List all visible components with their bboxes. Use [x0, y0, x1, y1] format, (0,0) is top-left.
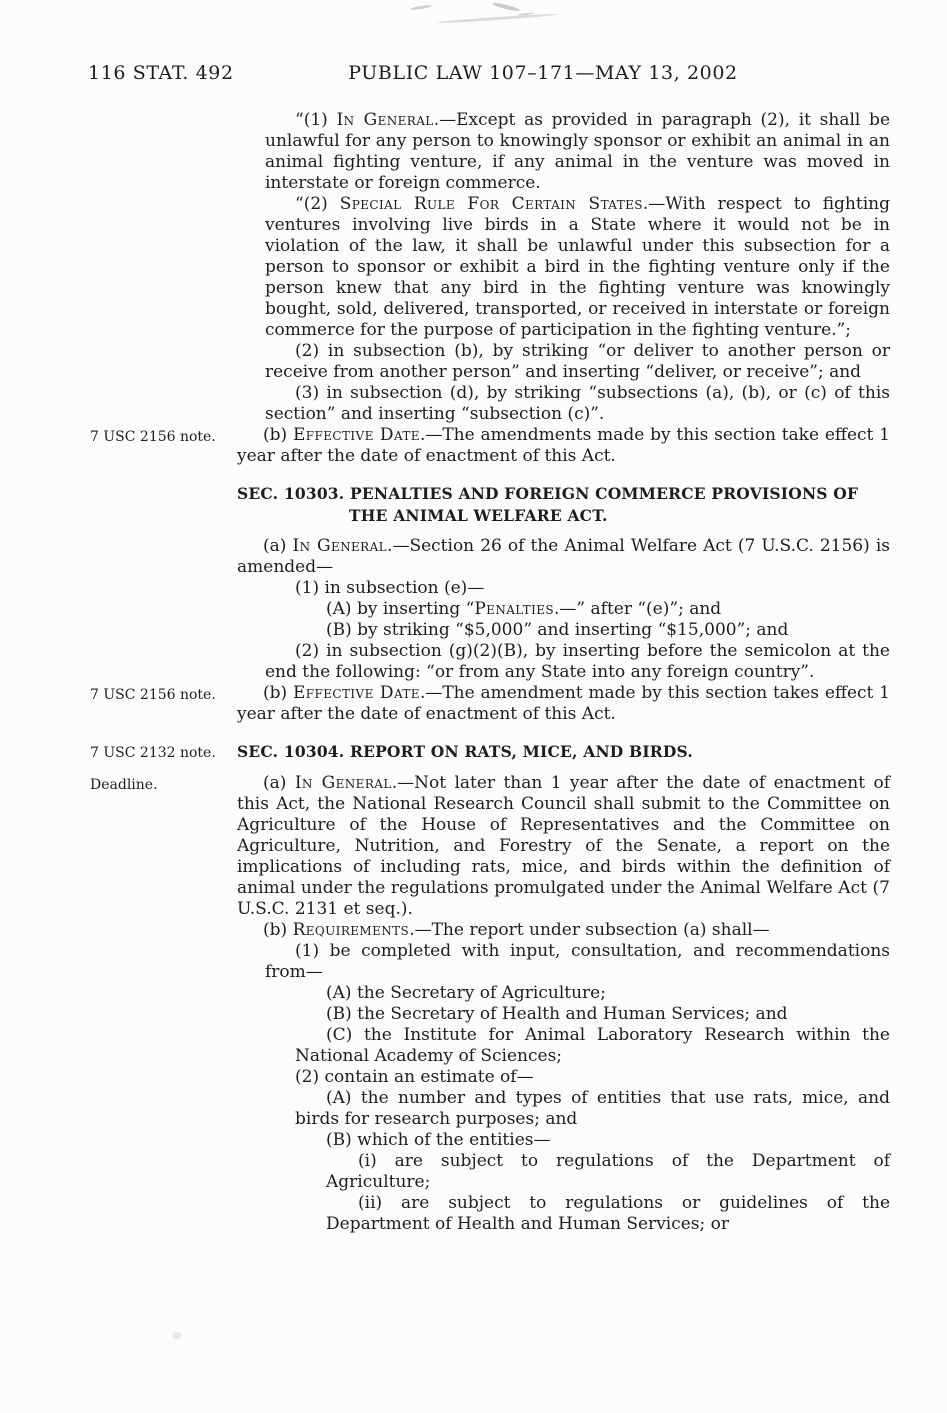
margin-note: Deadline. [90, 777, 158, 793]
text-run: (1) be completed with input, consultation, and recommendations from— [265, 941, 890, 982]
margin-note: 7 USC 2156 note. [90, 429, 216, 445]
statute-row [0, 1088, 890, 1130]
statute-row [0, 341, 890, 383]
scan-artifact [492, 2, 520, 13]
small-caps-term: Effective Date [292, 683, 420, 703]
margin-note [0, 1088, 237, 1130]
statute-paragraph [295, 1025, 890, 1067]
statute-paragraph [326, 1193, 890, 1235]
text-run: .—Except as provided in paragraph (2), it shall be unlawful for any person to knowingly sponsor or exhibit an animal in an animal fighting venture, if any animal in the venture was moved in interstate or foreign commerce. [265, 110, 891, 193]
margin-note [0, 483, 237, 527]
margin-note [0, 1067, 237, 1088]
statute-row [0, 483, 890, 527]
statute-paragraph [265, 1067, 890, 1088]
text-run: (C) the Institute for Animal Laboratory Research within the National Academy of Sciences; [295, 1025, 890, 1066]
text-run: (b) [263, 425, 293, 445]
section-heading [237, 741, 890, 764]
small-caps-term: Penalties [474, 599, 555, 619]
margin-note [0, 1130, 237, 1151]
margin-note [0, 194, 237, 341]
text-run: “(1) [295, 110, 337, 130]
small-caps-term: Special Rule For Certain States [339, 194, 643, 214]
statute-paragraph [265, 383, 890, 425]
page-header [0, 62, 947, 88]
statute-row [0, 1004, 890, 1025]
margin-note [0, 383, 237, 425]
statute-paragraph [265, 578, 890, 599]
statute-row [0, 741, 890, 764]
statute-row [0, 1193, 890, 1235]
statute-paragraph [265, 941, 890, 983]
statute-row [0, 1067, 890, 1088]
text-run: (A) the number and types of entities that use rats, mice, and birds for research purposes; and [295, 1088, 890, 1129]
statute-body [0, 110, 890, 1235]
statute-paragraph [237, 425, 890, 467]
stat-page-number: 116 STAT. 492 [88, 62, 234, 84]
statute-row [0, 1151, 890, 1193]
text-run: (ii) are subject to regulations or guidelines of the Department of Health and Human Services; or [326, 1193, 890, 1234]
text-run: (i) are subject to regulations of the Department of Agriculture; [326, 1151, 890, 1192]
text-run: .—” after “(e)”; and [554, 599, 722, 619]
text-run: .—The amendment made by this section takes effect 1 year after the date of enactment of this Act. [237, 683, 890, 724]
margin-note [0, 341, 237, 383]
margin-note [0, 1025, 237, 1067]
margin-note [0, 920, 237, 941]
margin-note: 7 USC 2156 note. [90, 687, 216, 703]
statute-row [0, 941, 890, 983]
statute-row [0, 683, 890, 725]
statute-paragraph [295, 1004, 890, 1025]
section-heading [237, 483, 890, 527]
statute-row [0, 425, 890, 467]
text-run: .—The amendments made by this section take effect 1 year after the date of enactment of this Act. [237, 425, 890, 466]
margin-note [0, 578, 237, 599]
text-run: (2) in subsection (g)(2)(B), by inserting before the semicolon at the end the following: “or from any State into any foreign country”. [265, 641, 890, 682]
text-run: (B) the Secretary of Health and Human Services; and [326, 1004, 788, 1024]
statute-row [0, 599, 890, 620]
margin-note [0, 620, 237, 641]
margin-note [0, 1193, 237, 1235]
text-run: (1) in subsection (e)— [295, 578, 485, 598]
statute-paragraph [295, 983, 890, 1004]
scan-artifact [172, 1332, 182, 1339]
statute-row [0, 620, 890, 641]
margin-note [0, 941, 237, 983]
statute-row [0, 536, 890, 578]
statute-row [0, 641, 890, 683]
small-caps-term: Effective Date [292, 425, 420, 445]
text-run: (a) [263, 536, 293, 556]
text-run: (b) [263, 920, 293, 940]
statute-paragraph [237, 683, 890, 725]
statute-paragraph [295, 599, 890, 620]
text-run: (b) [263, 683, 293, 703]
statute-paragraph [265, 110, 890, 194]
small-caps-term: In General [292, 536, 388, 556]
text-run: (A) the Secretary of Agriculture; [326, 983, 606, 1003]
statute-row [0, 983, 890, 1004]
text-run: (2) in subsection (b), by striking “or deliver to another person or receive from another person” and inserting “deliver, or receive”; and [265, 341, 890, 382]
text-run: .—The report under subsection (a) shall— [409, 920, 770, 940]
scan-artifact [410, 4, 432, 10]
statute-row [0, 1130, 890, 1151]
statute-row [0, 920, 890, 941]
statute-row [0, 110, 890, 194]
text-run: (2) contain an estimate of— [295, 1067, 534, 1087]
text-run: .—Not later than 1 year after the date of enactment of this Act, the National Research Council shall submit to the Committee on Agriculture of the House of Representatives and the Committee on Agriculture, Nutrition, and Forestry of the Senate, a report on the implications of including rats, mice, and birds within the definition of animal under the regulations promulgated under the Animal Welfare Act (7 U.S.C. 2131 et seq.). [237, 773, 890, 919]
statute-row [0, 194, 890, 341]
margin-note: 7 USC 2132 note. [90, 745, 216, 761]
statute-row [0, 773, 890, 920]
statute-paragraph [265, 341, 890, 383]
text-run: (3) in subsection (d), by striking “subsections (a), (b), or (c) of this section” and inserting “subsection (c)”. [265, 383, 890, 424]
text-run: (A) by inserting “ [326, 599, 475, 619]
statute-paragraph [265, 194, 890, 341]
text-run: SEC. 10304. REPORT ON RATS, MICE, AND BIRDS. [237, 742, 693, 761]
margin-note [0, 536, 237, 578]
statute-row [0, 383, 890, 425]
text-run: (B) which of the entities— [326, 1130, 551, 1150]
small-caps-term: Requirements [292, 920, 410, 940]
small-caps-term: In General [336, 110, 434, 130]
statute-paragraph [326, 1151, 890, 1193]
statute-paragraph [237, 536, 890, 578]
margin-note [0, 983, 237, 1004]
scan-artifact [437, 13, 557, 24]
margin-note [0, 641, 237, 683]
margin-note [0, 599, 237, 620]
statute-row [0, 1025, 890, 1067]
text-run: .—Section 26 of the Animal Welfare Act (7 U.S.C. 2156) is amended— [237, 536, 890, 577]
margin-note [0, 1004, 237, 1025]
small-caps-term: In General [294, 773, 392, 793]
text-run: “(2) [295, 194, 340, 214]
statute-paragraph [237, 773, 890, 920]
margin-note [0, 1151, 237, 1193]
statute-paragraph [295, 1088, 890, 1130]
statute-paragraph [295, 620, 890, 641]
statute-row [0, 578, 890, 599]
law-title: PUBLIC LAW 107–171—MAY 13, 2002 [348, 62, 738, 84]
statute-paragraph [295, 1130, 890, 1151]
text-run: SEC. 10303. PENALTIES AND FOREIGN COMMERCE PROVISIONS OF THE ANIMAL WELFARE ACT. [237, 484, 859, 525]
text-run: (B) by striking “$5,000” and inserting “$15,000”; and [326, 620, 789, 640]
text-run: .—With respect to fighting ventures involving live birds in a State where it would not be in violation of the law, it shall be unlawful under this subsection for a person to sponsor or exhibit a bird in the fighting venture only if the person knew that any bird in the fighting venture was knowingly bought, sold, delivered, transported, or received in interstate or foreign commerce for the purpose of participation in the fighting venture.”; [265, 194, 890, 340]
text-run: (a) [263, 773, 295, 793]
statute-paragraph [265, 641, 890, 683]
statute-paragraph [237, 920, 890, 941]
margin-note [0, 110, 237, 194]
